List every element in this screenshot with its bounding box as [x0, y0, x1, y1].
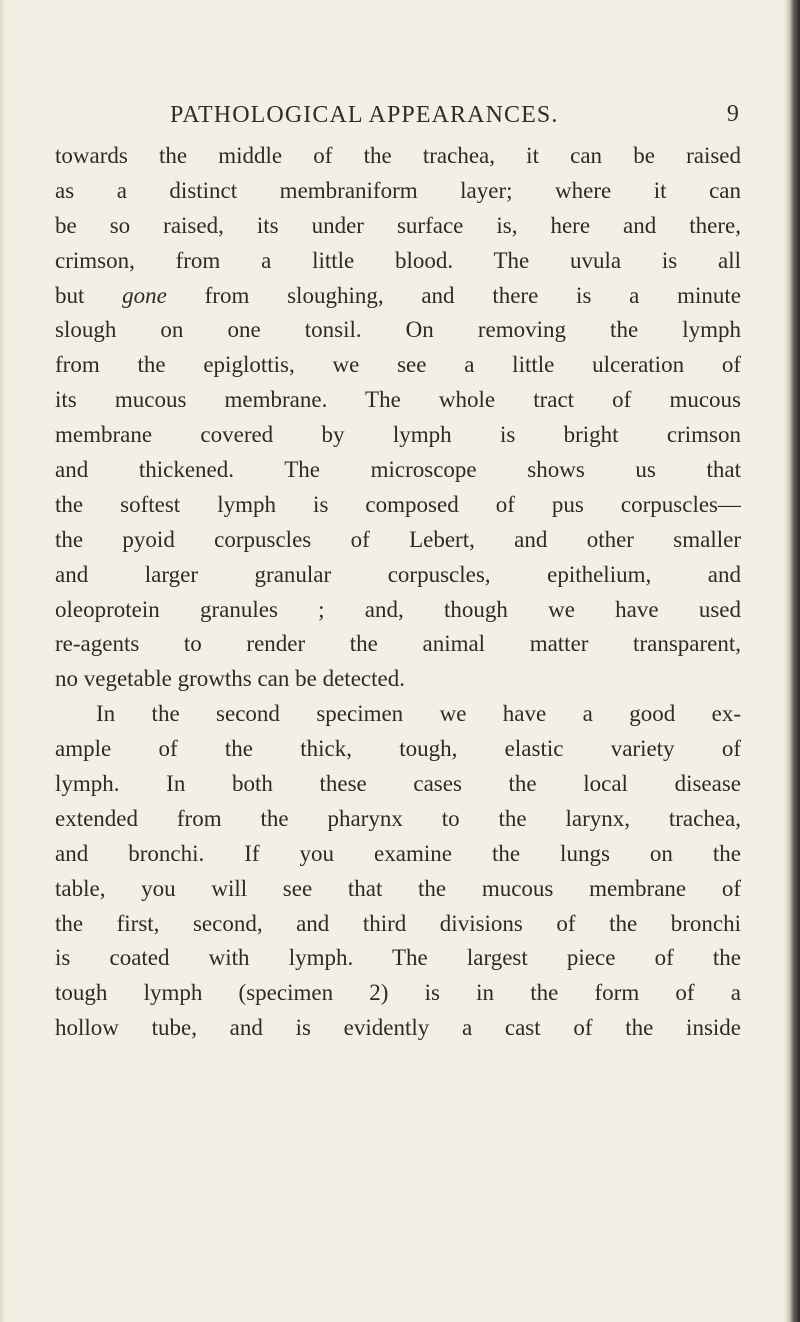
text-line-4: crimson, from a little blood. The uvula is all [55, 247, 741, 273]
text-line-6: slough on one tonsil. On removing the lymph [55, 317, 741, 343]
text-line-1: towards the middle of the trachea, it can be raised [55, 143, 741, 168]
text-line-16: no vegetable growths can be detected. [55, 666, 405, 692]
page-right-edge [784, 0, 800, 1322]
page-left-shadow [0, 0, 6, 1322]
text-line-10: and thickened. The microscope shows us that [55, 457, 741, 483]
text-line-3: be so raised, its under surface is, here and there, [55, 212, 741, 238]
text-line-22: table, you will see that the mucous membrane of [55, 875, 741, 901]
text-line-11: the softest lymph is composed of pus corpuscles— [55, 491, 741, 517]
text-line-5 [55, 279, 741, 314]
running-title: PATHOLOGICAL APPEARANCES. [170, 102, 559, 128]
text-line-13: and larger granular corpuscles, epithelium, and [55, 561, 741, 587]
text-line-24: is coated with lymph. The largest piece of the [55, 945, 741, 971]
text-line-5-start: but [55, 282, 123, 308]
text-line-8: its mucous membrane. The whole tract of mucous [55, 387, 741, 413]
text-line-18: ample of the thick, tough, elastic variety of [55, 736, 741, 762]
text-line-14: oleoprotein granules ; and, though we have used [55, 596, 741, 622]
italic-word-gone: gone [122, 282, 167, 308]
text-line-2: as a distinct membraniform layer; where it can [55, 177, 741, 203]
text-line-12: the pyoid corpuscles of Lebert, and other smaller [55, 526, 741, 552]
text-line-15: re-agents to render the animal matter transparent, [55, 631, 741, 657]
page-number: 9 [726, 101, 740, 127]
text-line-17: In the second specimen we have a good ex- [96, 701, 741, 727]
text-line-9: membrane covered by lymph is bright crimson [55, 422, 741, 448]
text-line-21: and bronchi. If you examine the lungs on the [55, 840, 741, 866]
text-line-7: from the epiglottis, we see a little ulceration of [55, 352, 741, 378]
text-line-23: the first, second, and third divisions of the bronchi [55, 910, 741, 936]
body-text [55, 139, 741, 1046]
text-line-26: hollow tube, and is evidently a cast of the inside [55, 1015, 741, 1041]
text-line-5-end: from sloughing, and there is a minute [166, 282, 741, 308]
text-line-20: extended from the pharynx to the larynx, trachea, [55, 805, 741, 831]
text-line-19: lymph. In both these cases the local disease [55, 771, 741, 797]
page-header [170, 102, 740, 136]
text-line-25: tough lymph (specimen 2) is in the form of a [55, 980, 741, 1006]
